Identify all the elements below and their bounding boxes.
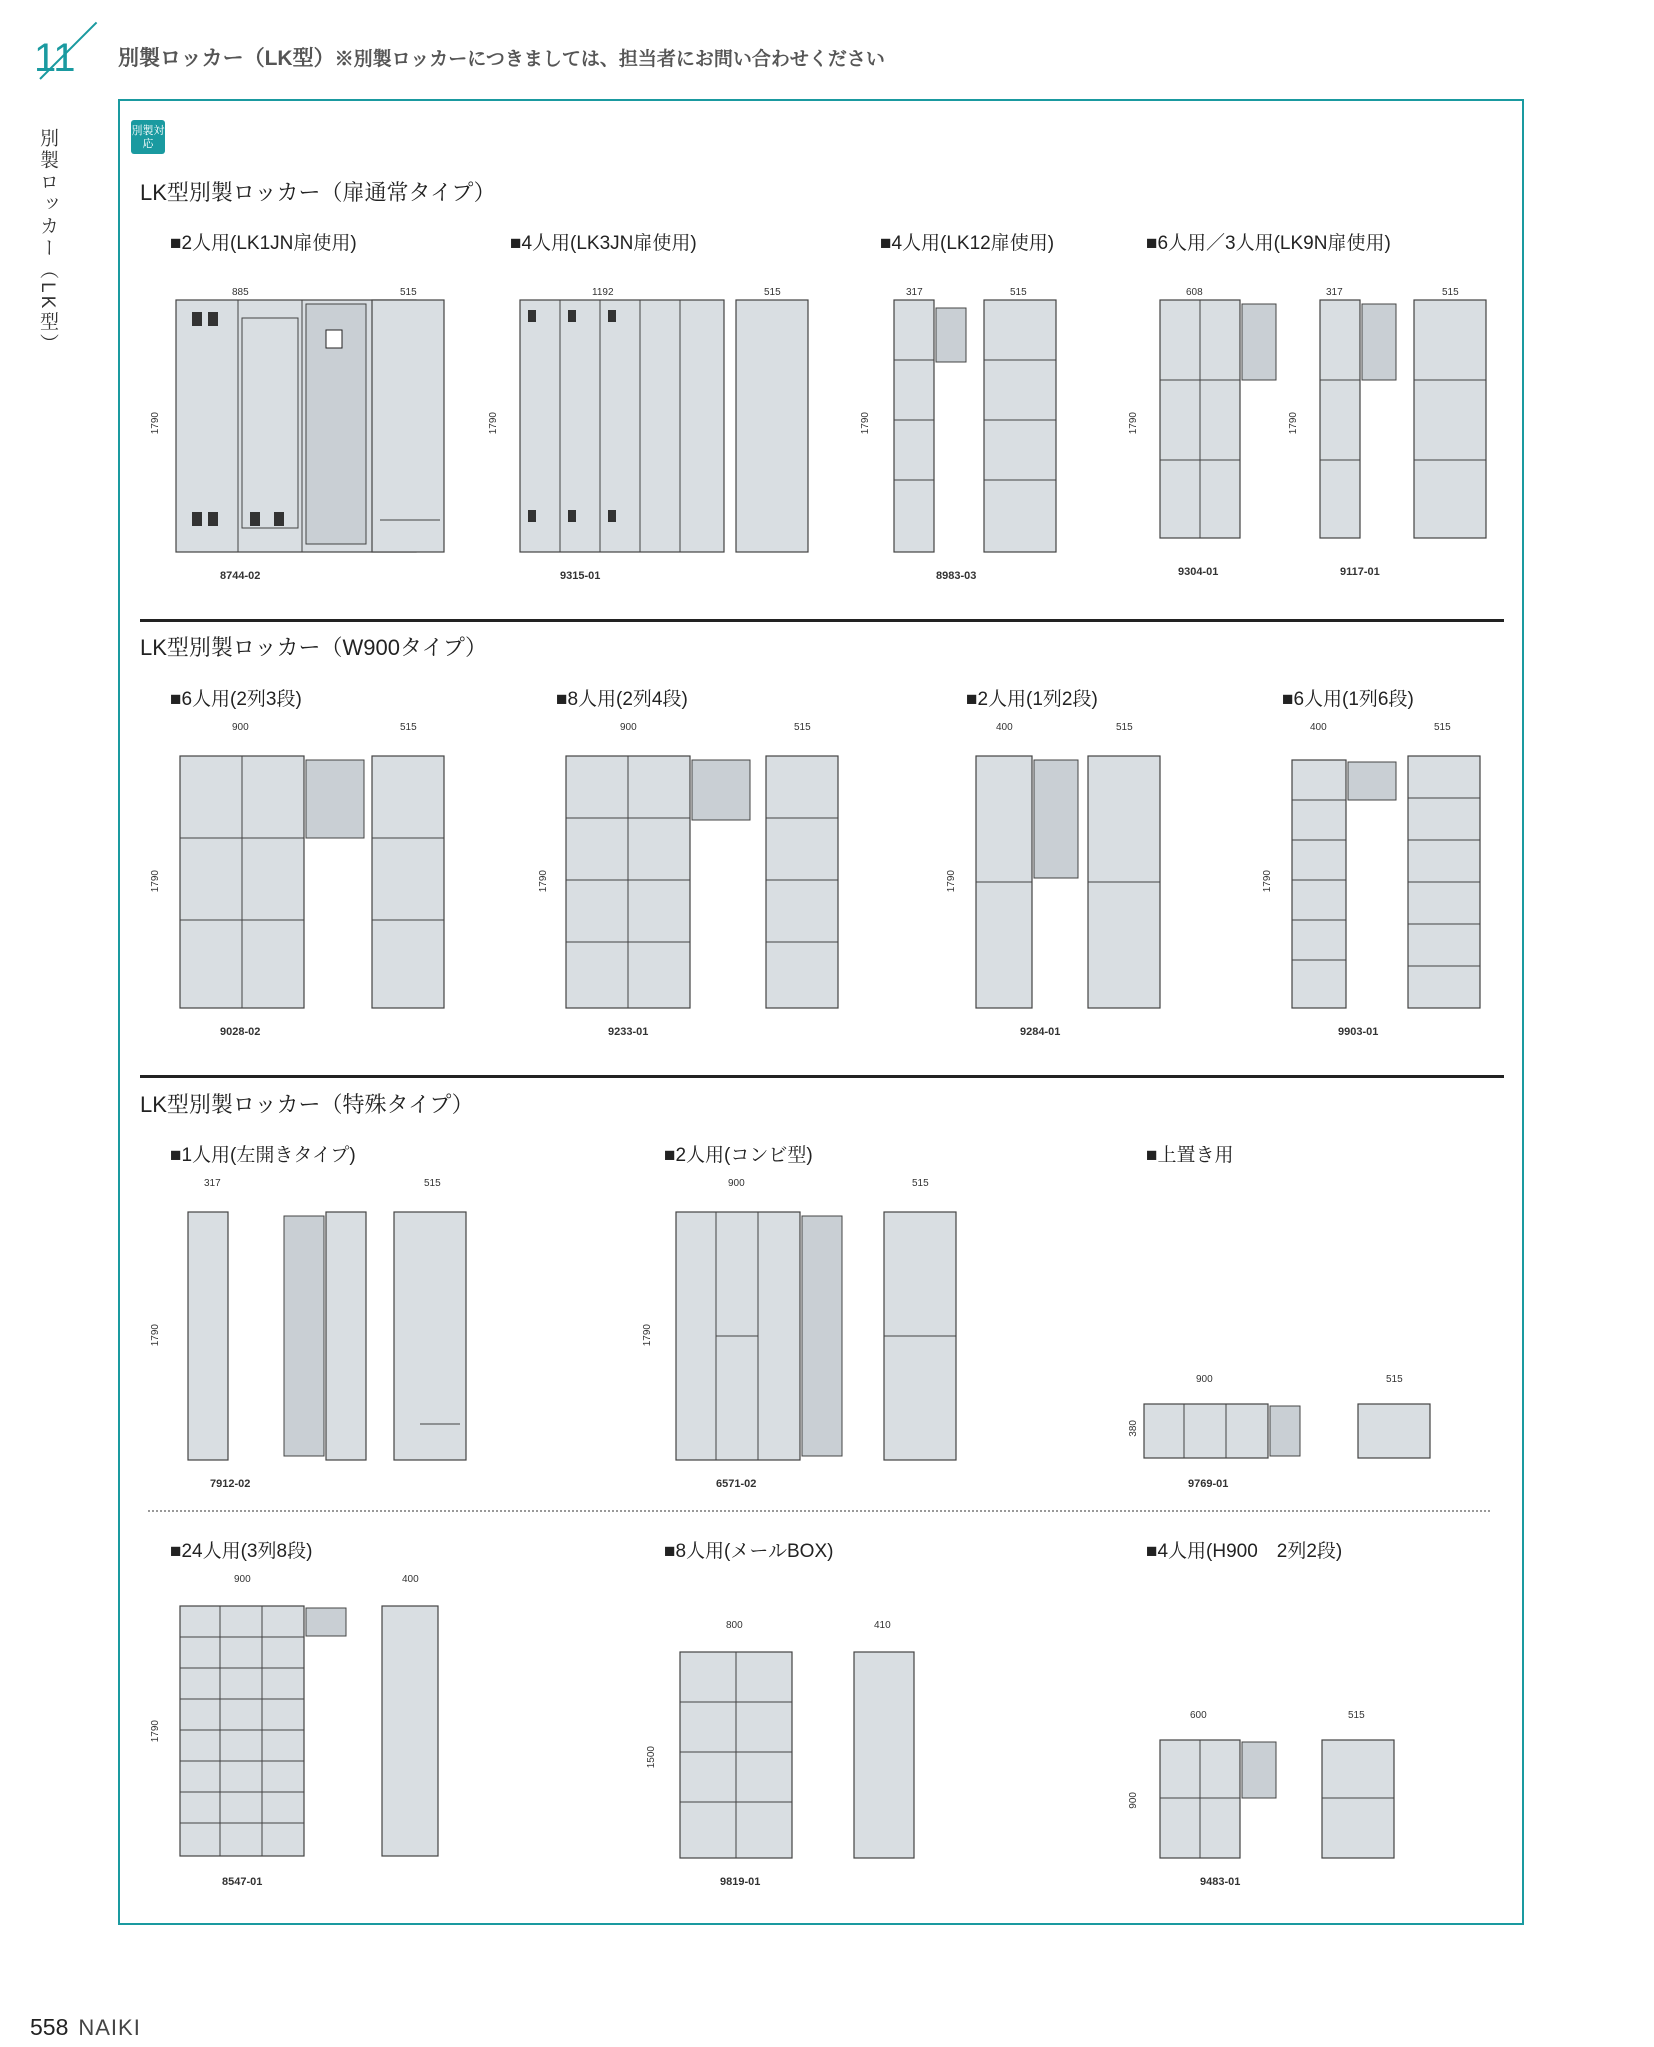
section-title-w900: LK型別製ロッカー（W900タイプ）: [140, 635, 488, 660]
dimension-depth: 400: [402, 1574, 419, 1585]
dimension-height: 1790: [860, 412, 871, 435]
section-title-special: LK型別製ロッカー（特殊タイプ）: [140, 1092, 474, 1117]
locker-drawing-side: [1408, 756, 1488, 1012]
dimension-depth: 515: [764, 287, 781, 298]
dimension-height: 1790: [150, 412, 161, 435]
dimension-width: 1192: [592, 287, 614, 298]
dimension-depth: 515: [794, 722, 811, 733]
section-divider: [140, 1075, 1504, 1078]
custom-badge: 別製対応: [131, 120, 165, 154]
locker-drawing-front: [680, 1652, 920, 1862]
dimension-width: 900: [232, 722, 249, 733]
locker-drawing-front: [180, 756, 370, 1012]
locker-drawing-side: [372, 756, 452, 1012]
dimension-depth: 515: [400, 722, 417, 733]
dimension-depth: 515: [1434, 722, 1451, 733]
dimension-width: 885: [232, 287, 249, 298]
product-code: 8744-02: [220, 570, 261, 582]
dimension-width: 400: [1310, 722, 1327, 733]
group-label: ■8人用(メールBOX): [664, 1541, 834, 1562]
chapter-number: 11: [34, 36, 76, 80]
dimension-depth: 515: [1116, 722, 1133, 733]
page-header: [118, 42, 885, 72]
dimension-width: 317: [1326, 287, 1343, 298]
locker-drawing-front: [1292, 760, 1402, 1012]
locker-drawing-front: [566, 756, 756, 1012]
group-label: ■6人用(2列3段): [170, 689, 302, 710]
group-label: ■4人用(LK3JN扉使用): [510, 233, 697, 254]
group-label: ■1人用(左開きタイプ): [170, 1145, 356, 1166]
chapter-vertical-title: 別製ロッカー（LK型）: [37, 128, 58, 356]
dimension-depth: 410: [874, 1620, 891, 1631]
dimension-depth: 515: [1386, 1374, 1403, 1385]
brand-name: NAIKI: [78, 2015, 141, 2040]
page-number: 558: [30, 2014, 69, 2040]
product-code: 9284-01: [1020, 1026, 1061, 1038]
locker-drawing-front: [520, 300, 730, 556]
dimension-width: 317: [204, 1178, 221, 1189]
locker-drawing-side: [1088, 756, 1168, 1012]
locker-drawing-side: [984, 300, 1064, 554]
dimension-width: 317: [906, 287, 923, 298]
group-label: ■8人用(2列4段): [556, 689, 688, 710]
product-code: 9117-01: [1340, 566, 1380, 578]
dimension-depth: 515: [400, 287, 417, 298]
product-code: 9315-01: [560, 570, 601, 582]
dimension-height: 1790: [946, 870, 957, 893]
product-code: 7912-02: [210, 1478, 251, 1490]
dimension-height: 1790: [1262, 870, 1273, 893]
dimension-depth: 515: [1010, 287, 1027, 298]
page-title: 別製ロッカー（LK型）: [118, 47, 335, 70]
group-label: ■2人用(1列2段): [966, 689, 1098, 710]
locker-drawing-side: [736, 300, 816, 554]
dimension-height: 1790: [1128, 412, 1139, 435]
locker-drawing-front: [1160, 1740, 1400, 1864]
product-code: 6571-02: [716, 1478, 757, 1490]
dimension-height: 1790: [538, 870, 549, 893]
dimension-depth: 515: [424, 1178, 441, 1189]
dimension-depth: 515: [1348, 1710, 1365, 1721]
product-code: 9304-01: [1178, 566, 1219, 578]
locker-drawing-side: [766, 756, 846, 1012]
product-code: 8547-01: [222, 1876, 263, 1888]
locker-drawing-front: [1144, 1404, 1434, 1468]
dimension-height: 1790: [150, 1720, 161, 1743]
locker-drawing-front: [188, 1212, 488, 1466]
group-label: ■上置き用: [1146, 1145, 1234, 1166]
section-divider: [140, 619, 1504, 622]
dimension-height: 1790: [642, 1324, 653, 1347]
dimension-width: 600: [1190, 1710, 1207, 1721]
product-code: 9903-01: [1338, 1026, 1379, 1038]
product-code: 9028-02: [220, 1026, 261, 1038]
product-code: 9819-01: [720, 1876, 761, 1888]
group-label: ■4人用(H900 2列2段): [1146, 1541, 1343, 1562]
dimension-width: 608: [1186, 287, 1203, 298]
group-label: ■24人用(3列8段): [170, 1541, 313, 1562]
locker-drawing-front: [676, 1212, 966, 1466]
locker-drawing-side: [1414, 300, 1494, 544]
dimension-width: 900: [620, 722, 637, 733]
locker-drawing-front: [1160, 300, 1280, 544]
group-label: ■6人用(1列6段): [1282, 689, 1414, 710]
section-title-standard: LK型別製ロッカー（扉通常タイプ）: [140, 180, 496, 205]
header-note: ※別製ロッカーにつきましては、担当者にお問い合わせください: [334, 49, 885, 70]
dimension-height: 900: [1128, 1792, 1139, 1809]
dimension-width: 400: [996, 722, 1013, 733]
product-code: 9233-01: [608, 1026, 649, 1038]
locker-drawing-front: [180, 1606, 460, 1860]
dimension-width: 900: [1196, 1374, 1213, 1385]
locker-drawing-front: [894, 300, 974, 556]
page-footer: [30, 2014, 141, 2041]
product-code: 9769-01: [1188, 1478, 1229, 1490]
product-code: 9483-01: [1200, 1876, 1241, 1888]
group-label: ■2人用(コンビ型): [664, 1145, 813, 1166]
dimension-depth: 515: [912, 1178, 929, 1189]
dimension-height: 1790: [488, 412, 499, 435]
dimension-width: 800: [726, 1620, 743, 1631]
locker-drawing-front: [1320, 300, 1400, 544]
dimension-width: 900: [728, 1178, 745, 1189]
dimension-height: 1790: [1288, 412, 1299, 435]
dimension-width: 900: [234, 1574, 251, 1585]
group-label: ■2人用(LK1JN扉使用): [170, 233, 357, 254]
locker-drawing-side: [372, 300, 452, 554]
dimension-height: 1790: [150, 1324, 161, 1347]
dimension-depth: 515: [1442, 287, 1459, 298]
dimension-height: 1790: [150, 870, 161, 893]
locker-drawing-front: [976, 756, 1086, 1012]
group-label: ■4人用(LK12扉使用): [880, 233, 1055, 254]
group-label: ■6人用／3人用(LK9N扉使用): [1146, 233, 1391, 254]
product-code: 8983-03: [936, 570, 977, 582]
dimension-height: 380: [1128, 1420, 1139, 1437]
dotted-divider: [148, 1510, 1490, 1512]
dimension-height: 1500: [646, 1746, 657, 1769]
